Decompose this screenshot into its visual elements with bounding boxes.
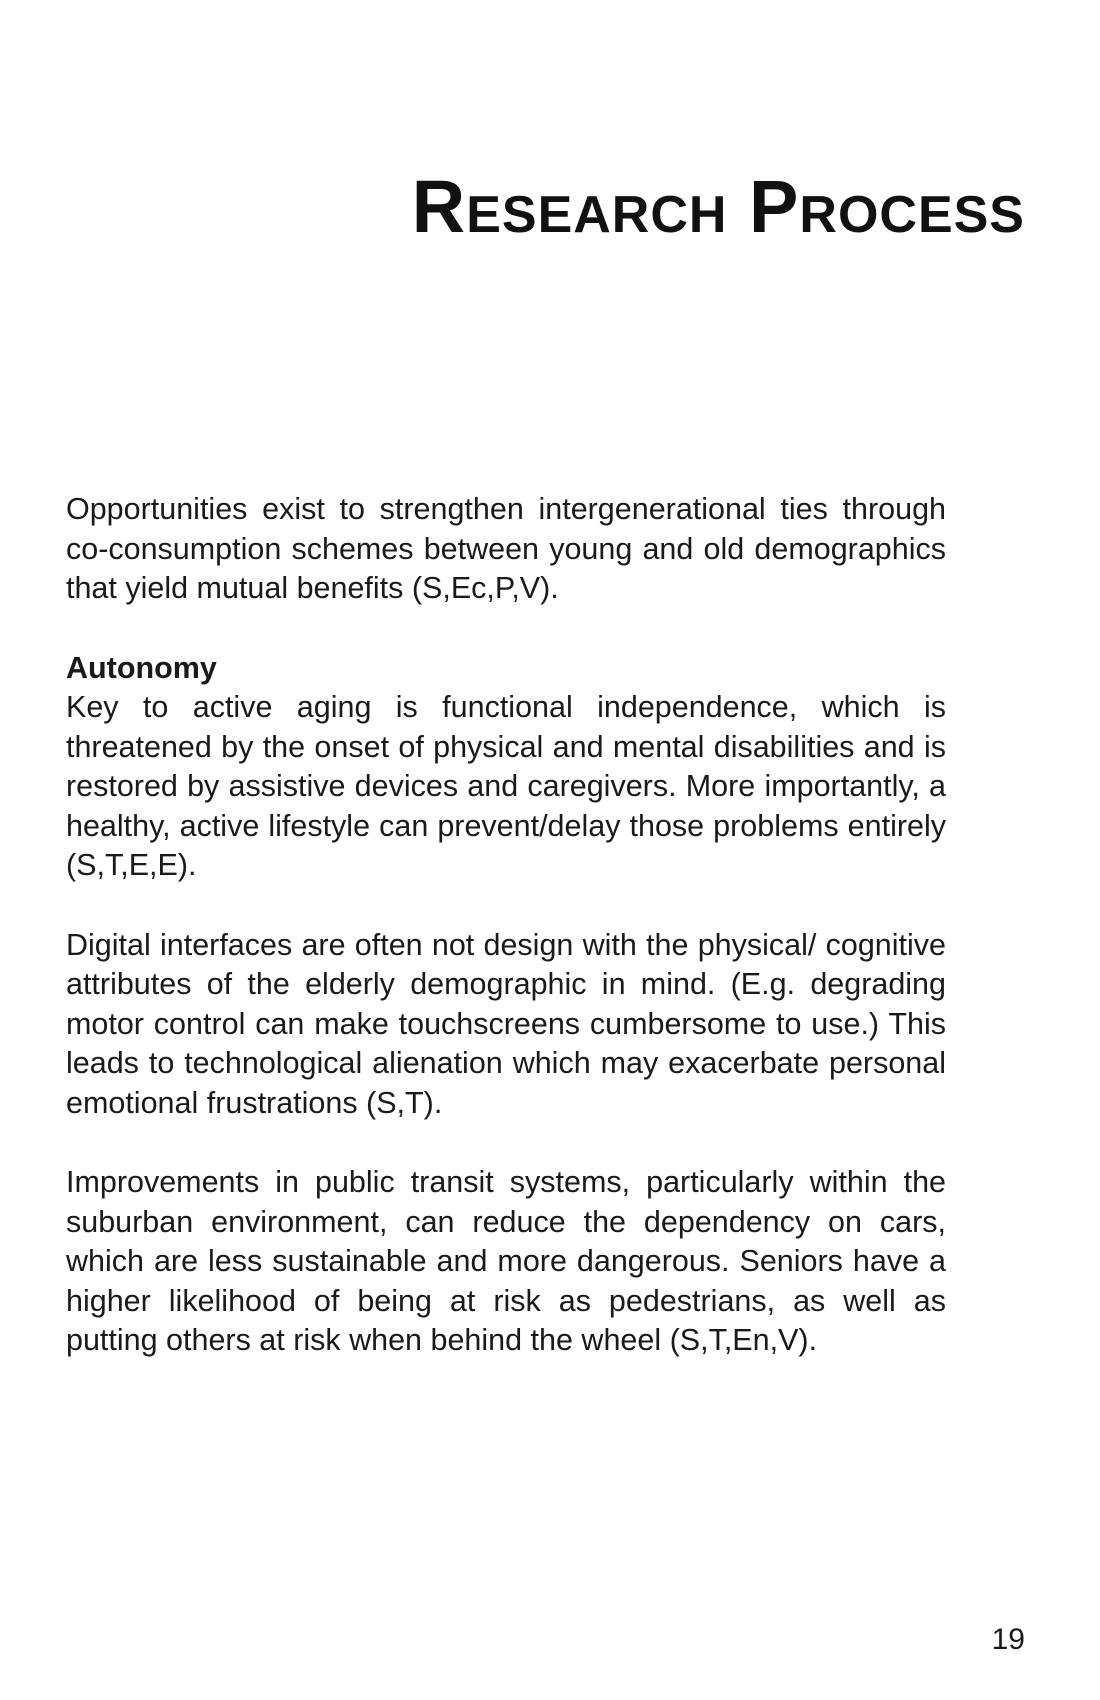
paragraph-functional-independence: Key to active aging is functional independence, which is threatened by the onset of physical and mental disabilities and is restored by assistive devices and caregivers. More importantly, a healthy, active lifestyle can prevent/delay those problems entirely (S,T,E,E). <box>66 690 946 882</box>
paragraph-public-transit: Improvements in public transit systems, particularly within the suburban environment, can reduce the dependency on cars, which are less sustainable and more dangerous. Seniors have a higher likelihood of being at risk as pedestrians, as well as putting others at risk when behind the wheel (S,T,En,V). <box>66 1165 946 1357</box>
section-heading-autonomy: Autonomy <box>66 650 217 685</box>
page-title: Research Process <box>411 165 1025 248</box>
paragraph-digital-interfaces: Digital interfaces are often not design with the physical/ cognitive attributes of the elderly demographic in mind. (E.g. degrading motor control can make touchscreens cumbersome to use.) This leads to technological alienation which may exacerbate personal emotional frustrations (S,T). <box>66 927 946 1120</box>
intro-paragraph: Opportunities exist to strengthen intergenerational ties through co-consumption schemes between young and old demographics that yield mutual benefits (S,Ec,P,V). <box>66 492 946 605</box>
page-number: 19 <box>991 1623 1025 1656</box>
body-text <box>66 490 946 1401</box>
